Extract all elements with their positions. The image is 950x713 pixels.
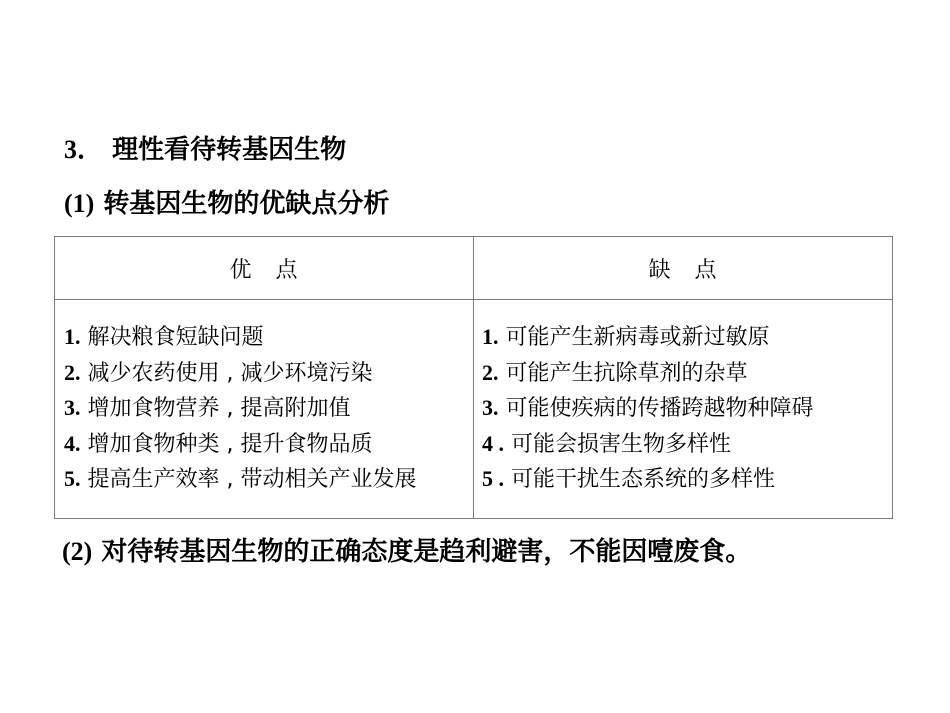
item-number: 3. xyxy=(482,395,499,421)
table-header-row xyxy=(55,237,893,300)
list-item xyxy=(64,356,467,392)
disadvantages-cell xyxy=(474,300,893,519)
list-item xyxy=(482,320,886,356)
section-number: 3． xyxy=(64,135,104,164)
item-text: 可能会损害生物多样性 xyxy=(511,431,732,457)
list-item xyxy=(482,391,886,427)
item-number: 5 . xyxy=(482,466,504,492)
item-text: 增加食物营养 , 提高附加值 xyxy=(87,396,351,422)
list-item xyxy=(64,427,467,463)
item-text: 可能使疾病的传播跨越物种障碍 xyxy=(505,396,814,422)
attitude-statement xyxy=(62,536,751,568)
item-number: 4 . xyxy=(482,430,504,456)
item-text: 增加食物种类 , 提升食物品质 xyxy=(87,431,373,457)
list-item xyxy=(482,462,886,498)
advantages-cell xyxy=(55,300,474,519)
item-number: 5. xyxy=(64,466,81,492)
subsection-title: 转基因生物的优缺点分析 xyxy=(103,189,390,219)
item-text: 减少农药使用 , 减少环境污染 xyxy=(87,360,373,386)
item-number: 2. xyxy=(64,359,81,385)
attitude-number: (2) xyxy=(62,537,93,566)
table-body-row xyxy=(55,300,893,519)
list-item xyxy=(482,356,886,392)
list-item xyxy=(482,427,886,463)
item-number: 1. xyxy=(64,324,81,350)
item-text: 提高生产效率 , 带动相关产业发展 xyxy=(87,467,417,493)
item-number: 1. xyxy=(482,324,499,350)
list-item xyxy=(64,320,467,356)
item-text: 可能干扰生态系统的多样性 xyxy=(511,467,776,493)
section-title: 理性看待转基因生物 xyxy=(112,135,347,165)
advantages-header: 优 点 xyxy=(55,237,474,300)
item-text: 可能产生新病毒或新过敏原 xyxy=(505,325,770,351)
subsection-heading xyxy=(64,188,389,220)
item-text: 解决粮食短缺问题 xyxy=(87,325,264,351)
pros-cons-table xyxy=(54,236,893,519)
list-item xyxy=(64,391,467,427)
item-number: 4. xyxy=(64,430,81,456)
item-text: 可能产生抗除草剂的杂草 xyxy=(505,360,748,386)
disadvantages-header: 缺 点 xyxy=(474,237,893,300)
disadvantages-list xyxy=(474,320,892,498)
item-number: 3. xyxy=(64,395,81,421)
list-item xyxy=(64,462,467,498)
subsection-number: (1) xyxy=(64,189,95,218)
section-heading xyxy=(64,134,346,166)
attitude-text: 对待转基因生物的正确态度是趋利避害，不能因噎废食。 xyxy=(101,537,752,567)
item-number: 2. xyxy=(482,359,499,385)
advantages-list xyxy=(55,320,473,498)
